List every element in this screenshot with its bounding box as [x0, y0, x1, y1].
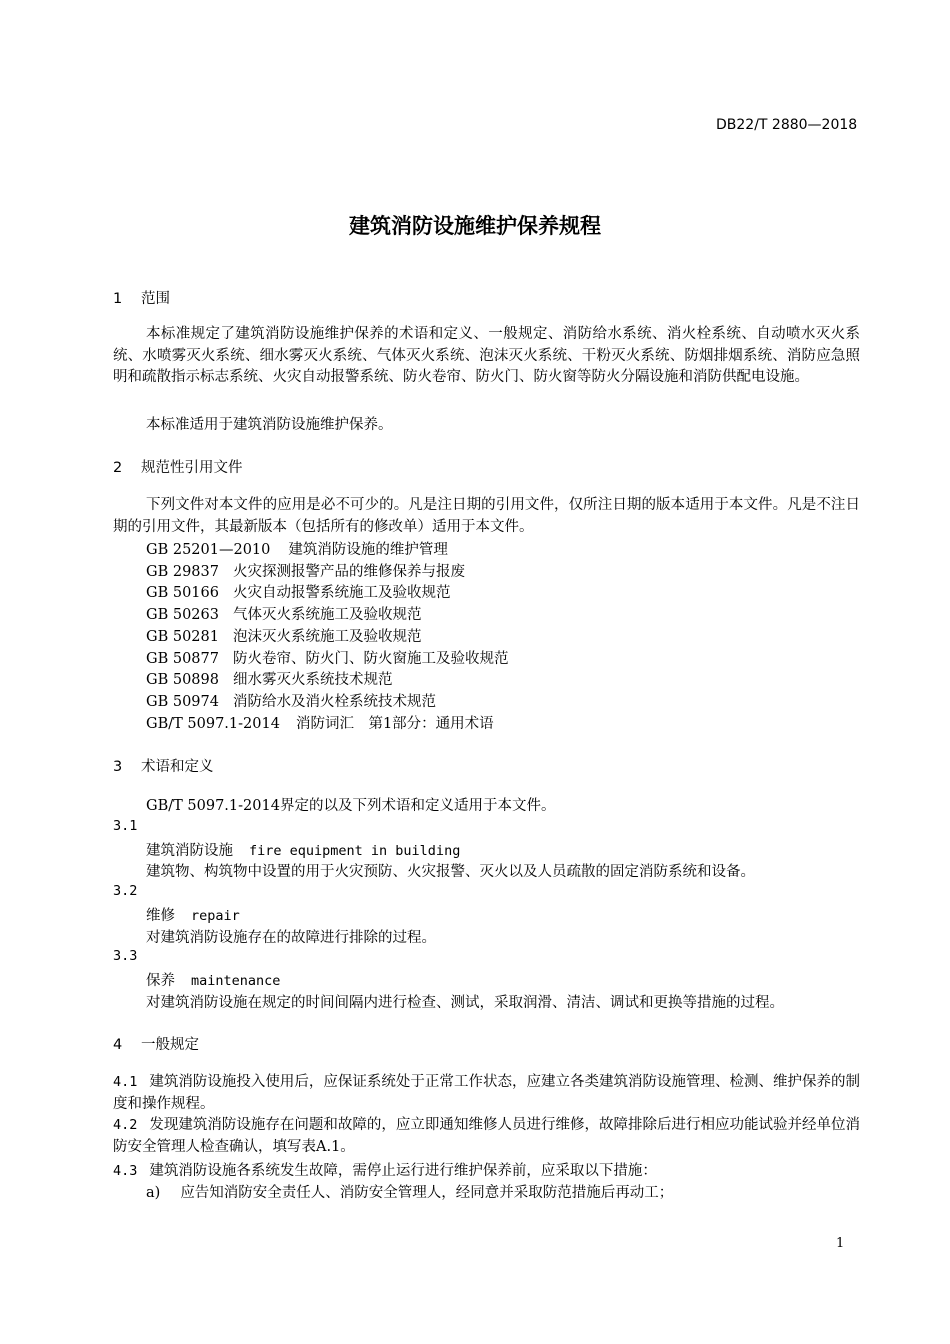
section-number: 4: [113, 1037, 123, 1053]
clause-number: 4.1: [113, 1074, 138, 1090]
reference-title: 火灾探测报警产品的维修保养与报废: [232, 563, 465, 580]
clause-number: 4.2: [113, 1117, 138, 1133]
clause-4-2: [113, 1115, 860, 1158]
reference-code: GB 50877: [146, 650, 219, 667]
section-number: 3: [113, 759, 123, 775]
term-en: repair: [191, 908, 240, 924]
scope-applicability: 本标准适用于建筑消防设施维护保养。: [146, 417, 393, 433]
list-item-a: [146, 1181, 673, 1202]
term-en: fire equipment in building: [249, 843, 461, 859]
page-title: 建筑消防设施维护保养规程: [349, 214, 601, 238]
reference-title: 火灾自动报警系统施工及验收规范: [232, 585, 451, 602]
reference-title: 消防词汇 第1部分：通用术语: [295, 715, 494, 732]
term-number: 3.2: [113, 883, 138, 899]
reference-item: [146, 562, 508, 584]
reference-item: [146, 670, 508, 692]
clause-text: 建筑消防设施各系统发生故障，需停止运行进行维护保养前，应采取以下措施：: [149, 1163, 657, 1179]
reference-title: 细水雾灭火系统技术规范: [232, 672, 393, 689]
section-title: 术语和定义: [141, 759, 214, 775]
reference-code: GB 50898: [146, 672, 219, 689]
reference-title: 气体灭火系统施工及验收规范: [232, 607, 422, 624]
reference-code: GB 25201—2010: [146, 542, 271, 558]
term-entry: [146, 904, 240, 925]
reference-title: 消防给水及消火栓系统技术规范: [232, 693, 436, 710]
reference-code: GB 50263: [146, 607, 219, 624]
section-2-heading: [113, 456, 243, 477]
section-3-heading: [113, 755, 214, 776]
references-intro: 下列文件对本文件的应用是必不可少的。凡是注日期的引用文件，仅所注日期的版本适用于本文件。凡是不注日期的引用文件，其最新版本（包括所有的修改单）适用于本文件。: [113, 497, 860, 535]
term-cn: 保养: [146, 973, 175, 989]
reference-code: GB 50281: [146, 628, 219, 645]
reference-code: GB/T 5097.1-2014: [146, 715, 280, 732]
reference-item: [146, 627, 508, 649]
list-text: 应告知消防安全责任人、消防安全管理人，经同意并采取防范措施后再动工；: [180, 1185, 674, 1201]
clause-4-3: [113, 1159, 657, 1180]
scope-paragraph: 本标准规定了建筑消防设施维护保养的术语和定义、一般规定、消防给水系统、消火栓系统、自动喷水灭火系统、水喷雾灭火系统、细水雾灭火系统、气体灭火系统、泡沫灭火系统、干粉灭火系统、防烟排烟系统、消防应急照明和疏散指示标志系统、火灾自动报警系统、防火卷帘、防火门、防火窗等防火分隔设施和消防供配电设施。: [113, 326, 860, 386]
term-definition: 建筑物、构筑物中设置的用于火灾预防、火灾报警、灭火以及人员疏散的固定消防系统和设备。: [146, 864, 755, 880]
term-number: 3.1: [113, 818, 138, 834]
clause-text: 建筑消防设施投入使用后，应保证系统处于正常工作状态，应建立各类建筑消防设施管理、检测、维护保养的制度和操作规程。: [113, 1074, 860, 1112]
reference-item: [146, 583, 508, 605]
reference-code: GB 29837: [146, 563, 219, 580]
reference-item: [146, 649, 508, 671]
term-definition: 对建筑消防设施存在的故障进行排除的过程。: [146, 930, 436, 946]
section-title: 规范性引用文件: [141, 460, 243, 476]
reference-code: GB 50974: [146, 693, 219, 710]
page-number: 1: [836, 1236, 845, 1251]
section-4-heading: [113, 1033, 199, 1054]
document-code: DB22/T 2880—2018: [716, 117, 858, 133]
term-entry: [146, 839, 460, 860]
clause-number: 4.3: [113, 1163, 138, 1179]
term-entry: [146, 969, 280, 990]
reference-item: [146, 692, 508, 714]
term-cn: 建筑消防设施: [146, 843, 233, 859]
term-en: maintenance: [191, 973, 281, 989]
section-title: 一般规定: [141, 1037, 199, 1053]
term-cn: 维修: [146, 908, 175, 924]
reference-item: [146, 714, 508, 736]
reference-title: 泡沫灭火系统施工及验收规范: [232, 628, 422, 645]
reference-title: 建筑消防设施的维护管理: [288, 542, 448, 558]
reference-title: 防火卷帘、防火门、防火窗施工及验收规范: [232, 650, 509, 667]
section-title: 范围: [141, 291, 170, 307]
section-number: 1: [113, 291, 123, 307]
list-label: a): [146, 1185, 161, 1201]
clause-text: 发现建筑消防设施存在问题和故障的，应立即通知维修人员进行维修，故障排除后进行相应功能试验并经单位消防安全管理人检查确认，填写表A.1。: [113, 1117, 860, 1155]
section-number: 2: [113, 460, 123, 476]
reference-item: [146, 605, 508, 627]
reference-code: GB 50166: [146, 585, 219, 602]
section-1-heading: [113, 287, 170, 308]
term-definition: 对建筑消防设施在规定的时间间隔内进行检查、测试，采取润滑、清洁、调试和更换等措施的过程。: [146, 995, 784, 1011]
reference-list: [146, 540, 508, 735]
terms-intro: GB/T 5097.1-2014界定的以及下列术语和定义适用于本文件。: [146, 798, 556, 814]
term-number: 3.3: [113, 948, 138, 964]
reference-item: [146, 540, 508, 562]
clause-4-1: [113, 1072, 860, 1115]
